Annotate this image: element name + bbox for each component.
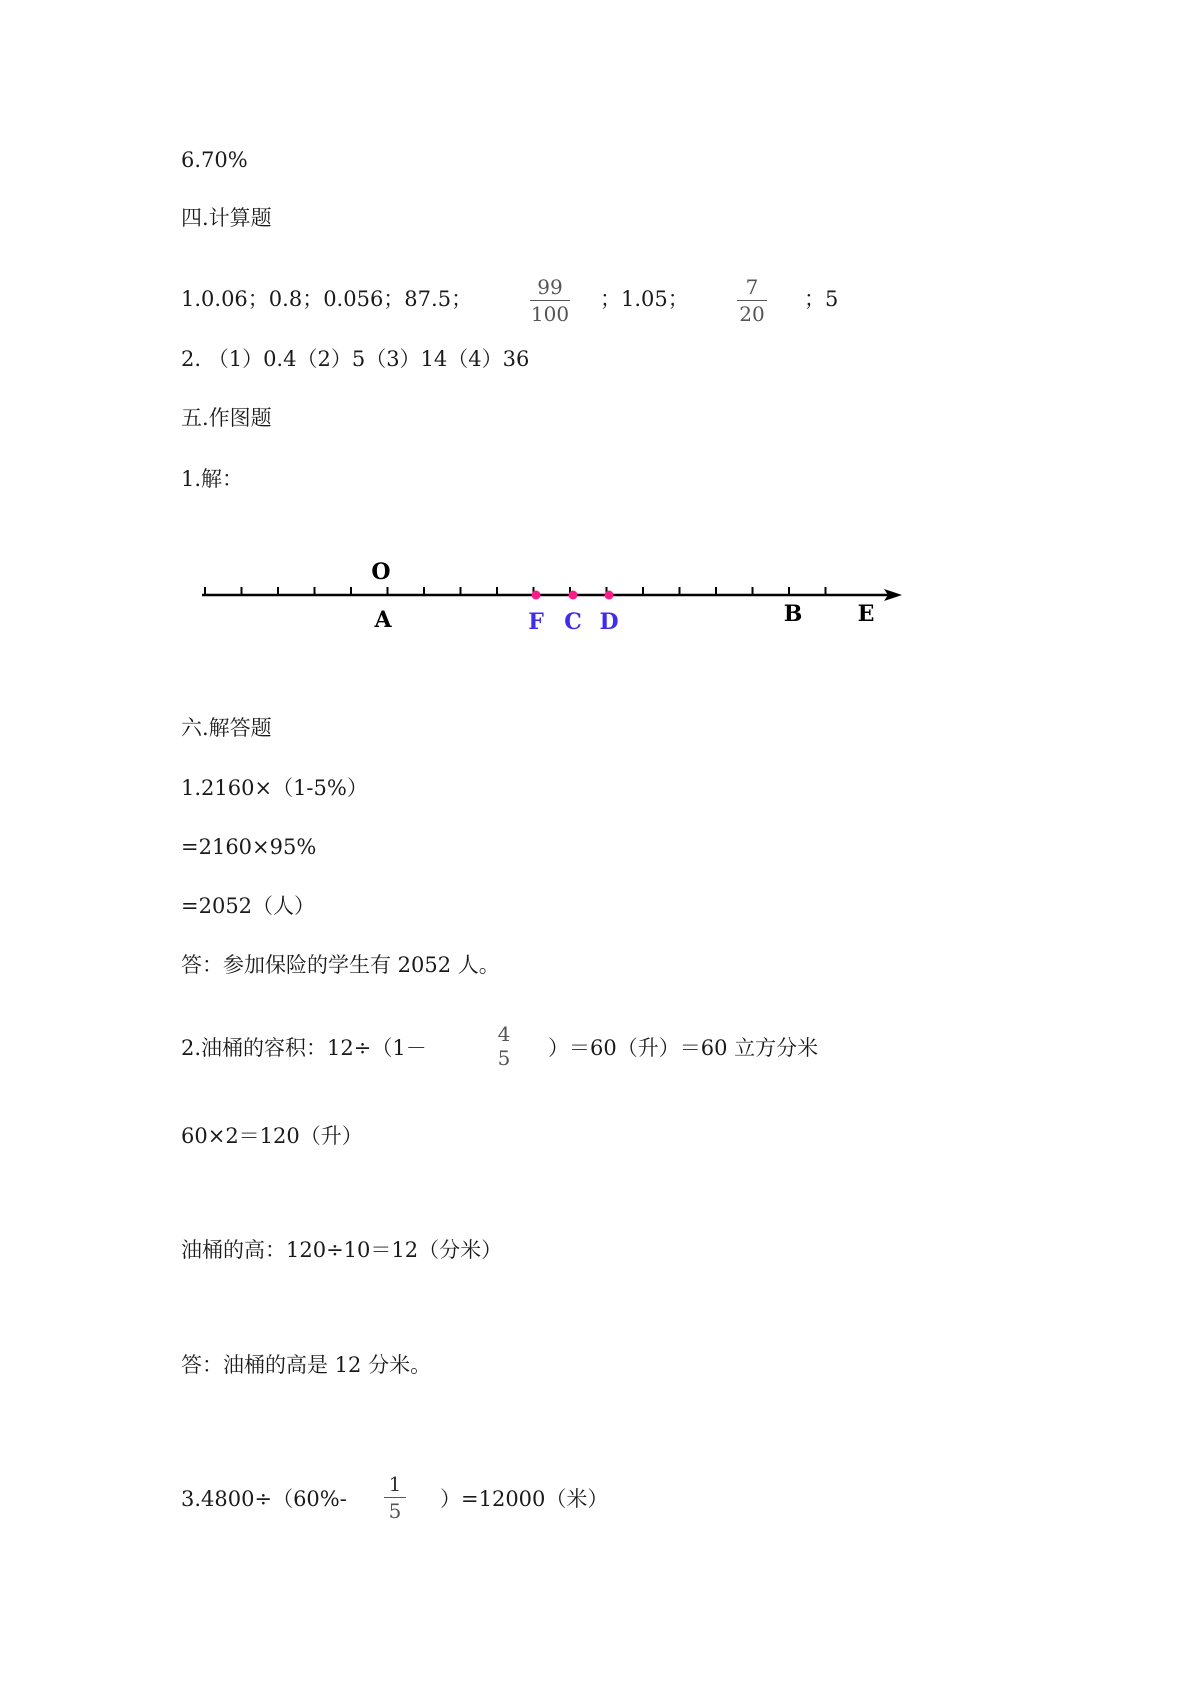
fraction-denominator: 100: [530, 302, 570, 326]
solution-2-line1b: ）＝60（升）＝60 立方分米: [548, 1036, 819, 1060]
label-B: B: [783, 601, 803, 627]
fraction-numerator: 1: [388, 1472, 402, 1496]
solution-2-line3: 油桶的高：120÷10＝12（分米）: [181, 1238, 503, 1262]
label-F: F: [528, 609, 544, 635]
label-C: C: [564, 609, 582, 635]
fraction-denominator: 5: [388, 1499, 402, 1523]
solution-2-line2: 60×2＝120（升）: [181, 1124, 363, 1148]
calc-1-part3: ；5: [804, 287, 839, 311]
solution-2-line1a: 2.油桶的容积：12÷（1－: [181, 1036, 427, 1060]
solution-1-line2: =2160×95%: [181, 835, 317, 859]
point-C: [569, 591, 578, 600]
fraction-bar: [737, 300, 767, 301]
solution-3-part-a: 3.4800÷（60%-: [181, 1487, 347, 1511]
solution-1-line1: 1.2160×（1-5%）: [181, 776, 368, 800]
point-D: [605, 591, 614, 600]
fraction-denominator: 5: [497, 1046, 511, 1070]
label-A: A: [374, 607, 392, 633]
label-E: E: [857, 601, 875, 627]
answer-q6: 6.70%: [181, 148, 248, 172]
fraction-denominator: 20: [739, 302, 765, 326]
fraction-numerator: 99: [537, 275, 563, 299]
draw-1-label: 1.解：: [181, 467, 244, 491]
fraction-7-20: [737, 276, 767, 325]
label-D: D: [599, 609, 619, 635]
number-line-axis: [202, 589, 902, 601]
label-O: O: [371, 559, 391, 585]
fraction-4-5: [493, 1023, 515, 1069]
calc-1-part1: 1.0.06；0.8；0.056；87.5；: [181, 287, 473, 311]
fraction-99-100: [530, 276, 570, 325]
calc-1-part2: ；1.05；: [600, 287, 689, 311]
fraction-1-5: [384, 1473, 406, 1522]
solution-1-line3: =2052（人）: [181, 894, 316, 918]
solution-2-answer: 答：油桶的高是 12 分米。: [181, 1353, 432, 1377]
fraction-bar: [384, 1497, 406, 1498]
point-F: [532, 591, 541, 600]
number-line-figure: [190, 548, 910, 638]
fraction-numerator: 7: [745, 275, 759, 299]
section-5-title: 五.作图题: [181, 406, 272, 430]
solution-1-answer: 答：参加保险的学生有 2052 人。: [181, 953, 500, 977]
fraction-bar: [530, 300, 570, 301]
solution-3-part-b: ）=12000（米）: [440, 1487, 609, 1511]
fraction-numerator: 4: [497, 1022, 511, 1046]
section-6-title: 六.解答题: [181, 716, 272, 740]
calc-2: 2. （1）0.4（2）5（3）14（4）36: [181, 347, 530, 371]
section-4-title: 四.计算题: [181, 206, 272, 230]
